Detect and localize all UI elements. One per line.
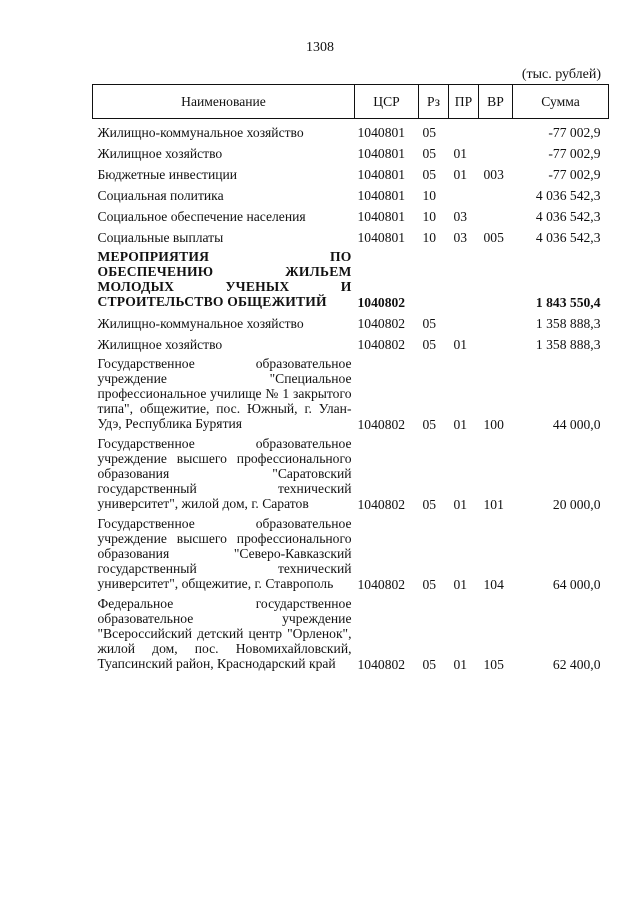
header-csr: ЦСР: [355, 85, 419, 119]
row-csr: 1040801: [357, 230, 406, 245]
row-rz: 05: [422, 125, 437, 140]
row-csr: 1040801: [357, 209, 406, 224]
table-row: [93, 161, 609, 182]
header-pr: ПР: [449, 85, 479, 119]
row-sum: 1 843 550,4: [535, 295, 601, 310]
table-row: [93, 512, 609, 592]
row-rz: [419, 245, 449, 310]
row-rz: 05: [422, 167, 437, 182]
row-csr: 1040802: [357, 295, 406, 310]
table-row: [93, 140, 609, 161]
row-name: Государственное образовательное учреждение высшего профессионального образования "Саратовский государственный технический университет", жилой дом, г. Саратов: [97, 436, 352, 511]
table-row: [93, 203, 609, 224]
row-rz: 05: [422, 316, 437, 331]
row-rz: 05: [422, 657, 437, 672]
row-csr: 1040802: [357, 577, 406, 592]
section-heading-name: МЕРОПРИЯТИЯ ПО ОБЕСПЕЧЕНИЮ ЖИЛЬЕМ МОЛОДЫХ УЧЕНЫХ И СТРОИТЕЛЬСТВО ОБЩЕЖИТИЙ: [97, 249, 352, 309]
row-pr: 01: [453, 577, 468, 592]
row-pr: 03: [453, 230, 468, 245]
row-sum: 1 358 888,3: [535, 316, 601, 331]
row-csr: 1040801: [357, 167, 406, 182]
row-sum: 4 036 542,3: [535, 209, 601, 224]
row-vr: 104: [483, 577, 504, 592]
row-vr: [479, 310, 513, 331]
row-name: Социальные выплаты: [97, 230, 224, 245]
row-name: Федеральное государственное образовательное учреждение "Всероссийский детский центр "Орленок", жилой дом, пос. Новомихайловский, Туапсинский район, Краснодарский край: [97, 596, 352, 671]
table-row: [93, 119, 609, 141]
row-vr: [479, 331, 513, 352]
table-row: [93, 182, 609, 203]
row-sum: 4 036 542,3: [535, 230, 601, 245]
row-csr: 1040801: [357, 125, 406, 140]
row-csr: 1040802: [357, 337, 406, 352]
table-row: [93, 592, 609, 672]
row-name: Государственное образовательное учреждение "Специальное профессиональное училище № 1 закрытого типа", общежитие, пос. Южный, г. Улан-Удэ, Республика Бурятия: [97, 356, 352, 431]
row-name: Бюджетные инвестиции: [97, 167, 238, 182]
row-pr: [449, 119, 479, 141]
table-row: [93, 224, 609, 245]
row-name: Жилищно-коммунальное хозяйство: [97, 316, 304, 331]
row-vr: 101: [483, 497, 504, 512]
table-row: [93, 352, 609, 432]
header-sum: Сумма: [513, 85, 609, 119]
row-sum: -77 002,9: [548, 146, 601, 161]
row-csr: 1040801: [357, 188, 406, 203]
header-vr: ВР: [479, 85, 513, 119]
row-sum: 20 000,0: [552, 497, 601, 512]
row-vr: 005: [483, 230, 504, 245]
row-rz: 10: [422, 209, 437, 224]
row-pr: 01: [453, 417, 468, 432]
row-vr: [479, 119, 513, 141]
row-rz: 05: [422, 577, 437, 592]
row-name: Жилищно-коммунальное хозяйство: [97, 125, 304, 140]
row-vr: [479, 245, 513, 310]
page-number: 1308: [306, 40, 334, 55]
row-csr: 1040802: [357, 657, 406, 672]
row-pr: 01: [453, 497, 468, 512]
row-pr: 01: [453, 146, 468, 161]
row-csr: 1040801: [357, 146, 406, 161]
table-row: [93, 331, 609, 352]
row-name: Жилищное хозяйство: [97, 337, 223, 352]
row-rz: 05: [422, 146, 437, 161]
row-sum: 62 400,0: [552, 657, 601, 672]
row-sum: 64 000,0: [552, 577, 601, 592]
row-name: Социальное обеспечение населения: [97, 209, 306, 224]
table-row: [93, 432, 609, 512]
row-pr: [449, 245, 479, 310]
row-rz: 05: [422, 417, 437, 432]
units-label: (тыс. рублей): [521, 67, 601, 82]
table-row: [93, 310, 609, 331]
row-name: Социальная политика: [97, 188, 224, 203]
row-csr: 1040802: [357, 417, 406, 432]
header-name: Наименование: [93, 85, 355, 119]
table-row-section-heading: [93, 245, 609, 310]
budget-table: [92, 84, 609, 672]
table-header-row: [93, 85, 609, 119]
row-vr: 105: [483, 657, 504, 672]
row-sum: 44 000,0: [552, 417, 601, 432]
row-rz: 10: [422, 188, 437, 203]
row-pr: 01: [453, 657, 468, 672]
row-vr: [479, 203, 513, 224]
row-csr: 1040802: [357, 316, 406, 331]
row-rz: 05: [422, 497, 437, 512]
row-sum: 1 358 888,3: [535, 337, 601, 352]
row-sum: -77 002,9: [548, 125, 601, 140]
header-rz: Рз: [419, 85, 449, 119]
row-sum: 4 036 542,3: [535, 188, 601, 203]
row-name: Государственное образовательное учреждение высшего профессионального образования "Северо-Кавказский государственный технический университет", общежитие, г. Ставрополь: [97, 516, 352, 591]
row-pr: 01: [453, 167, 468, 182]
row-rz: 05: [422, 337, 437, 352]
row-name: Жилищное хозяйство: [97, 146, 223, 161]
row-vr: 100: [483, 417, 504, 432]
row-csr: 1040802: [357, 497, 406, 512]
row-vr: [479, 182, 513, 203]
row-pr: [449, 182, 479, 203]
row-vr: 003: [483, 167, 504, 182]
row-pr: 01: [453, 337, 468, 352]
row-sum: -77 002,9: [548, 167, 601, 182]
row-rz: 10: [422, 230, 437, 245]
row-vr: [479, 140, 513, 161]
row-pr: 03: [453, 209, 468, 224]
row-pr: [449, 310, 479, 331]
